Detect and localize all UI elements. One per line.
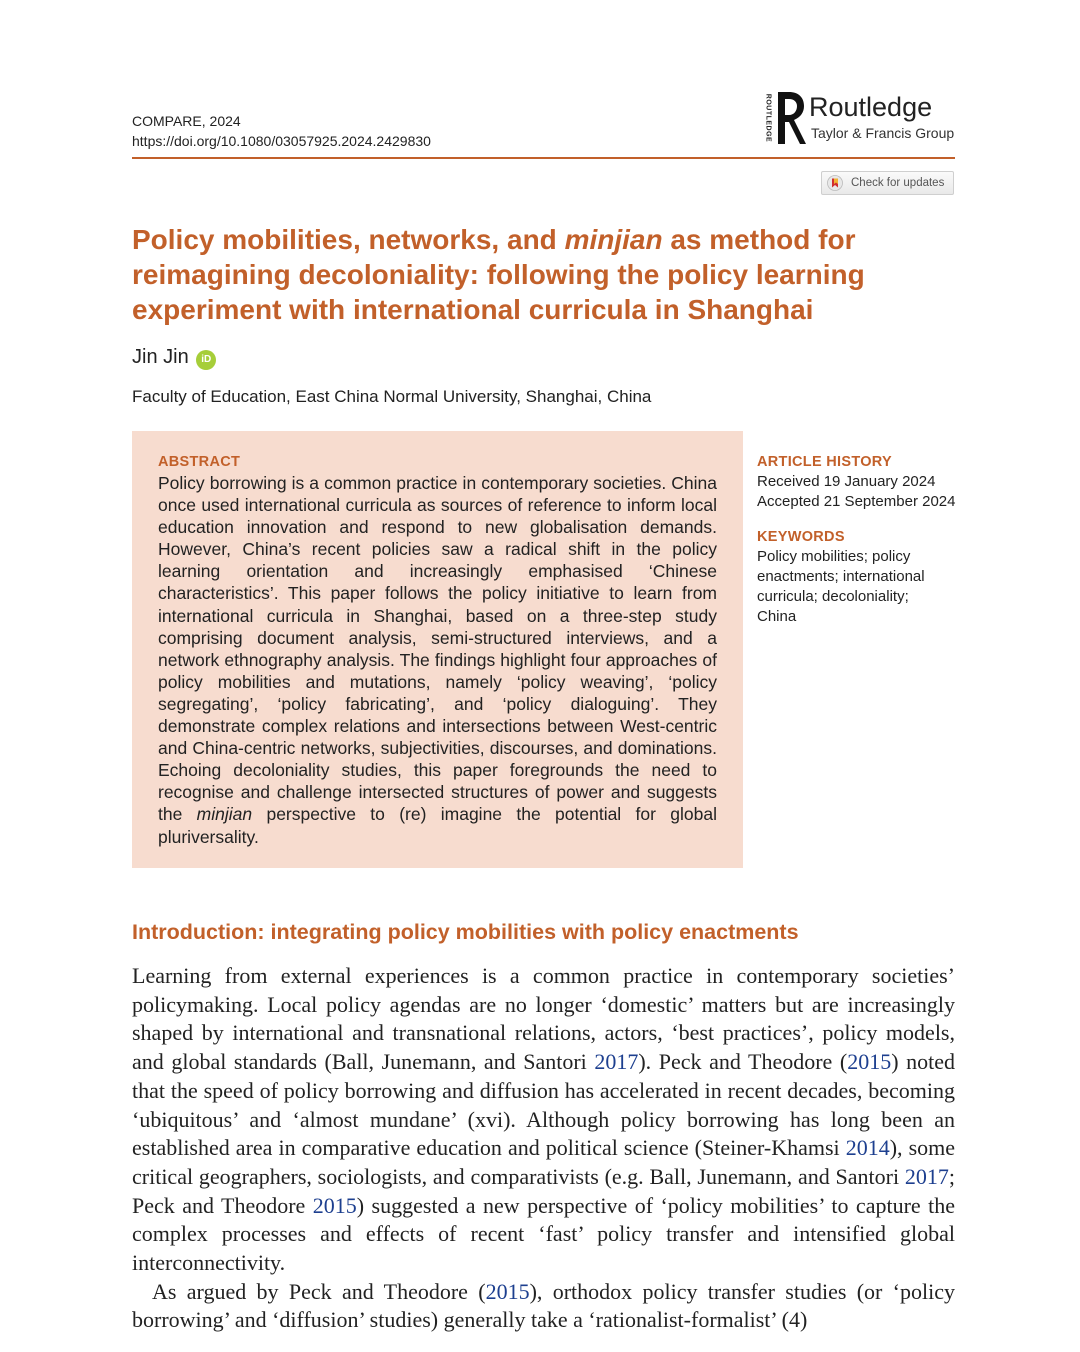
paragraph: As argued by Peck and Theodore (2015), orthodox policy transfer studies (or ‘policy borrowing’ and ‘diffusion’ studies) generally take a ‘rationalist-formalist’ (4) bbox=[132, 1278, 956, 1333]
doi-link[interactable]: https://doi.org/10.1080/03057925.2024.2429830 bbox=[132, 133, 431, 149]
title-italic: minjian bbox=[564, 224, 663, 255]
publisher-logo bbox=[762, 90, 958, 146]
abstract-text: Policy borrowing is a common practice in contemporary societies. China once used international curricula as sources of reference to inform local education innovation and respond to new globalisation demands. However, China’s recent policies saw a radical shift in the policy learning orientation and increasingly emphasised ‘Chinese characteristics’. This paper follows the policy initiative to learn from international curricula in Shanghai, based on a three-step study comprising document analysis, semi-structured interviews, and a network ethnography analysis. The findings highlight four approaches of policy mobilities and mutations, namely ‘policy weaving’, ‘policy segregating’, ‘policy fabricating’, and ‘policy dialoguing’. They demonstrate complex relations and intersections between West-centric and China-centric networks, subjectivities, discourses, and dominations. Echoing decoloniality studies, this paper foregrounds the need to recognise and challenge intersected structures of power and suggests the minjian perspective to (re) imagine the potential for global pluriversality. bbox=[158, 473, 717, 847]
orcid-icon[interactable]: iD bbox=[196, 350, 216, 370]
publisher-group: Taylor & Francis Group bbox=[811, 125, 955, 141]
affiliation: Faculty of Education, East China Normal University, Shanghai, China bbox=[132, 387, 652, 406]
abstract-box bbox=[132, 431, 743, 868]
check-for-updates-label: Check for updates bbox=[851, 177, 945, 189]
publisher-vertical-text: ROUTLEDGE bbox=[764, 93, 772, 143]
section-heading-introduction: Introduction: integrating policy mobilities with policy enactments bbox=[132, 920, 799, 944]
author-line bbox=[132, 344, 216, 370]
author-name[interactable]: Jin Jin bbox=[132, 346, 189, 368]
paragraph: Learning from external experiences is a common practice in contemporary societies’ policymaking. Local policy agendas are no longer ‘domestic’ matters but are increasingly shaped by international and transnational relations, actors, ‘best practices’, policy models, and global standards (Ball, Junemann, and Santori 2017). Peck and Theodore (2015) noted that the speed of policy borrowing and diffusion has accelerated in recent decades, becoming ‘ubiquitous’ and ‘almost mundane’ (xvi). Although policy borrowing has long been an established area in comparative education and political science (Steiner-Khamsi 2014), some critical geographers, sociologists, and comparativists (e.g. Ball, Junemann, and Santori 2017; Peck and Theodore 2015) suggested a new perspective of ‘policy mobilities’ to capture the complex processes and effects of recent ‘fast’ policy transfer and intensified global interconnectivity. bbox=[132, 963, 956, 1276]
received-date: Received 19 January 2024 bbox=[757, 473, 936, 490]
citation-link[interactable]: 2015 bbox=[847, 1049, 892, 1075]
article-meta-sidebar bbox=[757, 453, 967, 627]
routledge-r-icon bbox=[774, 90, 806, 146]
article-title: Policy mobilities, networks, and minjian as method for reimagining decoloniality: following the policy learning experiment with international curricula in Shanghai bbox=[132, 224, 865, 325]
keywords-heading: KEYWORDS bbox=[757, 529, 845, 545]
publisher-name: Routledge bbox=[809, 92, 933, 122]
article-history-heading: ARTICLE HISTORY bbox=[757, 454, 893, 470]
citation-link[interactable]: 2014 bbox=[845, 1135, 890, 1161]
citation-link[interactable]: 2015 bbox=[485, 1278, 530, 1304]
journal-info bbox=[132, 111, 431, 151]
journal-name: COMPARE, 2024 bbox=[132, 113, 241, 129]
bookmark-icon bbox=[827, 175, 843, 191]
citation-link[interactable]: 2015 bbox=[312, 1192, 357, 1218]
citation-link[interactable]: 2017 bbox=[594, 1049, 639, 1075]
introduction-body bbox=[132, 962, 955, 1335]
header-divider bbox=[132, 157, 955, 159]
abstract-heading: ABSTRACT bbox=[158, 454, 241, 470]
keywords-list: Policy mobilities; policy enactments; international curricula; decoloniality; China bbox=[757, 548, 925, 625]
accepted-date: Accepted 21 September 2024 bbox=[757, 493, 956, 510]
citation-link[interactable]: 2017 bbox=[904, 1163, 949, 1189]
check-for-updates-button[interactable] bbox=[821, 171, 954, 195]
